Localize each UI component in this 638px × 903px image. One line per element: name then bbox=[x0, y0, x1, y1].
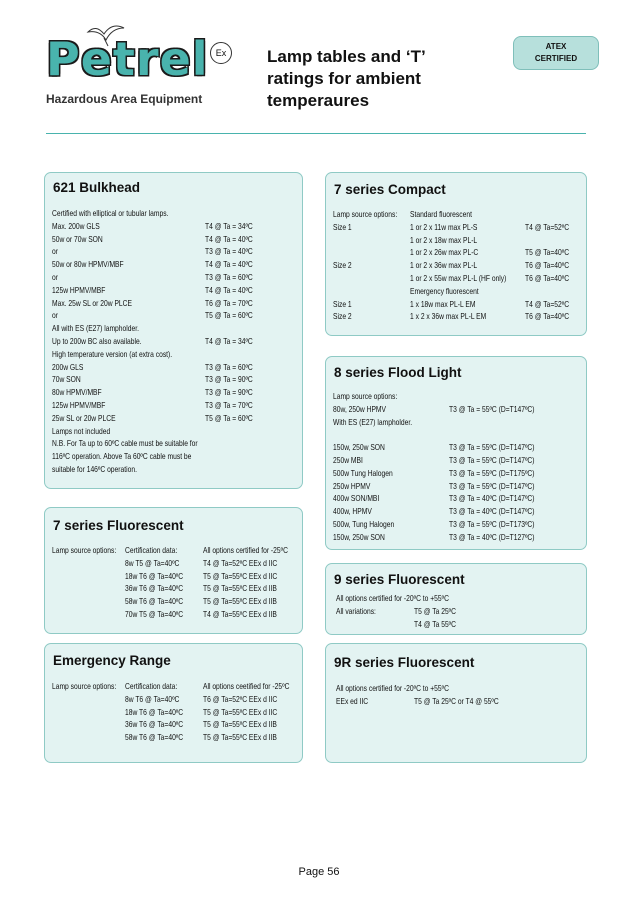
lamp-options-label bbox=[52, 545, 116, 558]
table-row: T5 @ Ta=55ºC EEx d IIB bbox=[203, 733, 277, 743]
table-row: 36w T6 @ Ta=40ºC bbox=[125, 720, 184, 730]
box-title: 621 Bulkhead bbox=[53, 180, 141, 195]
table-row: 70w SON bbox=[52, 375, 81, 385]
table-row: T5 @ Ta=55ºC EEx d IIB bbox=[203, 720, 277, 730]
ex-mark-icon: Ex bbox=[210, 42, 232, 64]
size-list bbox=[333, 209, 397, 324]
table-row: T4 @ Ta = 40ºC bbox=[205, 285, 253, 295]
table-row: 50w or 80w HPMV/MBF bbox=[52, 260, 124, 270]
table-row: T4 @ Ta=55ºC EEx d IIB bbox=[203, 609, 277, 619]
box-title: 9 series Fluorescent bbox=[334, 572, 465, 587]
table-row: or bbox=[52, 272, 58, 282]
table-row: 1 x 18w max PL-L EM bbox=[410, 299, 476, 309]
table-row: T3 @ Ta = 40ºC (D=T147ºC) bbox=[449, 507, 535, 517]
table-row: T6 @ Ta = 70ºC bbox=[205, 298, 253, 308]
table-row: T3 @ Ta = 90ºC bbox=[205, 375, 253, 385]
table-row: 1 or 2 x 18w max PL-L bbox=[410, 235, 478, 245]
table-row: 116ºC operation. Above Ta 60ºC cable must be bbox=[52, 452, 192, 462]
box-621-bulkhead bbox=[44, 172, 303, 489]
table-row: T4 @ Ta=52ºC EEx d IIC bbox=[203, 558, 278, 568]
box-title: 7 series Fluorescent bbox=[53, 518, 184, 533]
table-row: Max. 200w GLS bbox=[52, 221, 100, 231]
table-row: EEx ed IIC bbox=[336, 696, 369, 706]
table-row: 200w GLS bbox=[52, 362, 84, 372]
table-row: T5 @ Ta 25ºC or T4 @ 55ºC bbox=[414, 696, 499, 706]
table-row: T5 @ Ta=55ºC EEx d IIB bbox=[203, 584, 277, 594]
table-row: 8w T6 @ Ta=40ºC bbox=[125, 694, 180, 704]
table-row: 18w T6 @ Ta=40ºC bbox=[125, 707, 184, 717]
table-row: 50w or 70w SON bbox=[52, 234, 103, 244]
table-row: T4 @ Ta 55ºC bbox=[414, 619, 456, 629]
table-row: Up to 200w BC also available. bbox=[52, 336, 142, 346]
table-row: 1 x 2 x 36w max PL-L EM bbox=[410, 312, 487, 322]
table-row bbox=[414, 683, 499, 696]
table-row: Certification data: bbox=[125, 682, 178, 691]
table-row: High temperature version (at extra cost). bbox=[52, 349, 173, 359]
table-row: 80w, 250w HPMV bbox=[333, 404, 386, 414]
table-row: T4 @ Ta=52ºC bbox=[525, 222, 570, 232]
table-row: T5 @ Ta=55ºC EEx d IIC bbox=[203, 571, 278, 581]
table-row: Lamp source options: bbox=[52, 546, 117, 555]
table-row: 25w SL or 20w PLCE bbox=[52, 413, 116, 423]
table-row: Certification data: bbox=[125, 546, 178, 555]
table-row: T4 @ Ta = 40ºC bbox=[205, 260, 253, 270]
table-row: T4 @ Ta = 34ºC bbox=[205, 336, 253, 346]
table-row: T3 @ Ta = 40ºC (D=T127ºC) bbox=[449, 532, 535, 542]
table-row bbox=[333, 286, 397, 299]
rating-list bbox=[205, 208, 253, 477]
rating-list bbox=[203, 545, 288, 622]
table-row: T6 @ Ta=40ºC bbox=[525, 261, 570, 271]
header-divider bbox=[46, 133, 586, 134]
table-row bbox=[205, 426, 253, 439]
lamp-list bbox=[333, 391, 412, 545]
table-row: T3 @ Ta = 55ºC (D=T147ºC) bbox=[449, 443, 535, 453]
table-row: Size 1 bbox=[333, 299, 352, 309]
rating-list bbox=[414, 593, 456, 631]
table-row: T5 @ Ta=40ºC bbox=[525, 248, 570, 258]
rating-list bbox=[414, 683, 499, 709]
table-row bbox=[205, 323, 253, 336]
table-row: T6 @ Ta=52ºC EEx d IIC bbox=[203, 694, 278, 704]
table-row bbox=[333, 247, 397, 260]
box-8-series-flood-light bbox=[325, 356, 587, 550]
table-row: 18w T6 @ Ta=40ºC bbox=[125, 571, 184, 581]
table-row: T5 @ Ta=55ºC EEx d IIB bbox=[203, 597, 277, 607]
tagline: Hazardous Area Equipment bbox=[46, 92, 203, 106]
table-row: T3 @ Ta = 70ºC bbox=[205, 400, 253, 410]
table-row: Lamps not included bbox=[52, 426, 111, 436]
table-row: 250w MBI bbox=[333, 455, 363, 465]
table-row: T4 @ Ta = 40ºC bbox=[205, 234, 253, 244]
rating-list bbox=[203, 681, 289, 745]
table-row: T3 @ Ta = 90ºC bbox=[205, 388, 253, 398]
certification-list bbox=[125, 681, 183, 745]
table-row: T3 @ Ta = 40ºC bbox=[205, 247, 253, 257]
table-row: N.B. For Ta up to 60ºC cable must be suitable for bbox=[52, 439, 198, 449]
page-number: Page 56 bbox=[298, 866, 340, 878]
rating-list bbox=[525, 209, 569, 324]
table-row: 70w T5 @ Ta=40ºC bbox=[125, 609, 184, 619]
table-row: T5 @ Ta=55ºC EEx d IIC bbox=[203, 707, 278, 717]
table-row: Max. 25w SL or 20w PLCE bbox=[52, 298, 132, 308]
table-row: T3 @ Ta = 55ºC (D=T147ºC) bbox=[449, 455, 535, 465]
atex-certified-badge: ATEX CERTIFIED bbox=[513, 36, 599, 70]
table-row: Size 1 bbox=[333, 222, 352, 232]
table-row: 150w, 250w SON bbox=[333, 443, 385, 453]
table-row: T5 @ Ta = 60ºC bbox=[205, 311, 253, 321]
table-row: T6 @ Ta=40ºC bbox=[525, 312, 570, 322]
table-row: T3 @ Ta = 55ºC (D=T147ºC) bbox=[449, 481, 535, 491]
box-7-series-compact bbox=[325, 172, 587, 336]
table-row: or bbox=[52, 247, 58, 257]
table-row bbox=[205, 451, 253, 464]
table-row bbox=[525, 286, 569, 299]
table-row: Standard fluorescent bbox=[410, 210, 472, 219]
box-title: 8 series Flood Light bbox=[334, 365, 462, 380]
box-9-series-fluorescent bbox=[325, 563, 587, 635]
table-row: T4 @ Ta = 34ºC bbox=[205, 221, 253, 231]
box-title: Emergency Range bbox=[53, 653, 171, 668]
table-row: T3 @ Ta = 60ºC bbox=[205, 362, 253, 372]
box-title: 9R series Fluorescent bbox=[334, 655, 475, 670]
table-row bbox=[205, 208, 253, 221]
table-row: Certified with elliptical or tubular lamps. bbox=[52, 209, 169, 218]
page-title: Lamp tables and ‘T’ ratings for ambient temperaures bbox=[267, 47, 426, 110]
certification-list bbox=[125, 545, 183, 622]
lamp-list bbox=[410, 209, 506, 324]
box-7-series-fluorescent bbox=[44, 507, 303, 634]
table-row: T3 @ Ta = 60ºC bbox=[205, 272, 253, 282]
table-row bbox=[525, 209, 569, 222]
table-row bbox=[205, 349, 253, 362]
table-row: 500w, Tung Halogen bbox=[333, 519, 395, 529]
table-row: T6 @ Ta=40ºC bbox=[525, 273, 570, 283]
table-row: 150w, 250w SON bbox=[333, 532, 385, 542]
table-row bbox=[205, 438, 253, 451]
table-row bbox=[333, 273, 397, 286]
table-row: 1 or 2 x 36w max PL-L bbox=[410, 261, 478, 271]
table-row: Lamp source options: bbox=[333, 392, 398, 401]
table-row: With ES (E27) lampholder. bbox=[333, 417, 413, 427]
table-row: All variations: bbox=[336, 606, 376, 616]
table-row: 1 or 2 x 26w max PL-C bbox=[410, 248, 479, 258]
table-row: Size 2 bbox=[333, 312, 352, 322]
table-row: 8w T5 @ Ta=40ºC bbox=[125, 558, 180, 568]
table-row: T3 @ Ta = 55ºC (D=T173ºC) bbox=[449, 519, 535, 529]
table-row: or bbox=[52, 311, 58, 321]
table-row: All options ceetified for -25ºC bbox=[203, 682, 290, 691]
table-row: All options certified for -25ºC bbox=[203, 546, 288, 555]
table-row: All with ES (E27) lampholder. bbox=[52, 324, 139, 334]
table-row: Lamp source options: bbox=[333, 210, 398, 219]
table-row: 58w T6 @ Ta=40ºC bbox=[125, 733, 184, 743]
table-row: 58w T6 @ Ta=40ºC bbox=[125, 597, 184, 607]
table-row: Lamp source options: bbox=[52, 682, 117, 691]
table-row: 125w HPMV/MBF bbox=[52, 400, 106, 410]
table-row bbox=[205, 464, 253, 477]
table-row bbox=[449, 417, 534, 430]
table-row: 80w HPMV/MBF bbox=[52, 388, 102, 398]
box-emergency-range bbox=[44, 643, 303, 763]
table-row bbox=[449, 391, 534, 404]
table-row: T5 @ Ta 25ºC bbox=[414, 606, 456, 616]
table-row bbox=[333, 429, 412, 442]
table-row: All options certified for -20ºC to +55ºC bbox=[336, 594, 449, 603]
table-row: T3 @ Ta = 55ºC (D=T175ºC) bbox=[449, 468, 535, 478]
table-row: 1 or 2 x 11w max PL-S bbox=[410, 222, 478, 232]
table-row: All options certified for -20ºC to +55ºC bbox=[336, 684, 449, 693]
table-row bbox=[449, 429, 534, 442]
table-row: T4 @ Ta=52ºC bbox=[525, 299, 570, 309]
table-row: suitable for 146ºC operation. bbox=[52, 464, 137, 474]
lamp-list bbox=[52, 208, 198, 477]
rating-list bbox=[449, 391, 534, 545]
table-row: 500w Tung Halogen bbox=[333, 468, 393, 478]
table-row bbox=[414, 593, 456, 606]
table-row: T5 @ Ta = 60ºC bbox=[205, 413, 253, 423]
table-row: T3 @ Ta = 55ºC (D=T147ºC) bbox=[449, 404, 535, 414]
table-row bbox=[333, 235, 397, 248]
table-row: 1 or 2 x 55w max PL-L (HF only) bbox=[410, 273, 507, 283]
table-row: 125w HPMV/MBF bbox=[52, 285, 106, 295]
table-row: 250w HPMV bbox=[333, 481, 371, 491]
table-row: T3 @ Ta = 40ºC (D=T147ºC) bbox=[449, 494, 535, 504]
table-row: Size 2 bbox=[333, 261, 352, 271]
table-row: 400w, HPMV bbox=[333, 507, 372, 517]
brand-logo: Petrel bbox=[46, 32, 209, 86]
table-row bbox=[525, 235, 569, 248]
table-row: 36w T6 @ Ta=40ºC bbox=[125, 584, 184, 594]
lamp-options-label bbox=[52, 681, 116, 694]
box-title: 7 series Compact bbox=[334, 182, 446, 197]
box-9r-series-fluorescent bbox=[325, 643, 587, 763]
table-row: Emergency fluorescent bbox=[410, 286, 479, 296]
table-row: 400w SON/MBI bbox=[333, 494, 380, 504]
